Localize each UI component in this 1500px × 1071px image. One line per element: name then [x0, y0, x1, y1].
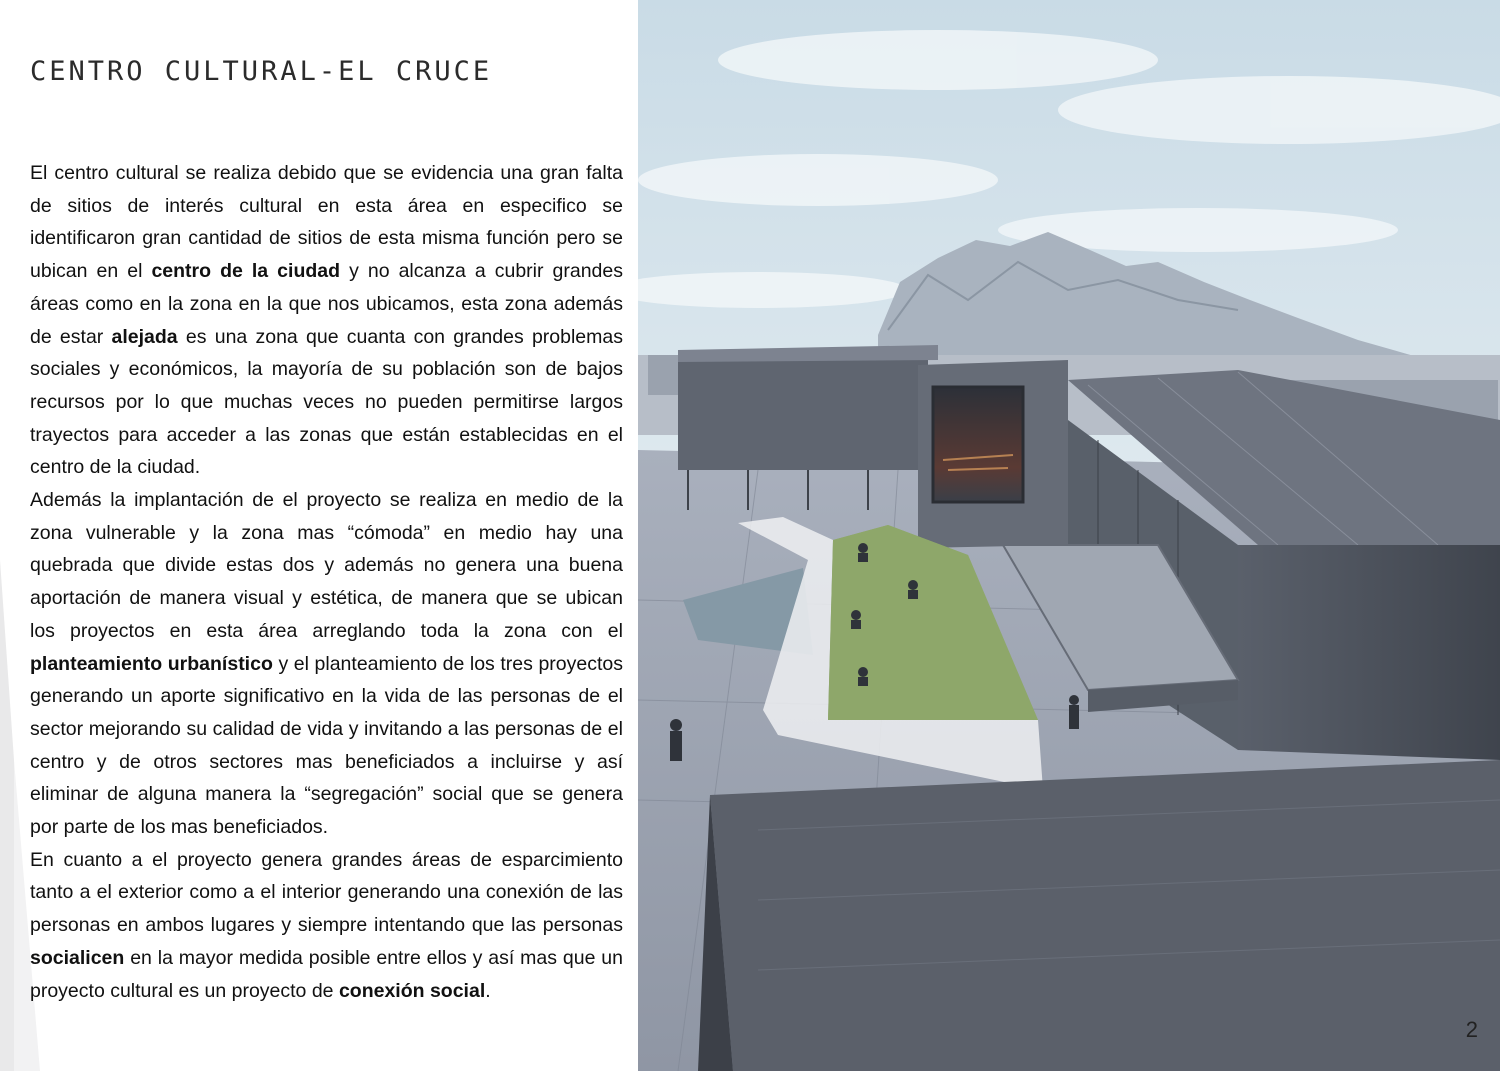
rendering-illustration [638, 0, 1500, 1071]
architectural-rendering [638, 0, 1500, 1071]
facade-screen [933, 387, 1023, 502]
emphasis-alejada: alejada [111, 325, 178, 348]
page-number: 2 [1465, 1017, 1478, 1042]
document-title: CENTRO CULTURAL-EL CRUCE [30, 56, 493, 87]
emphasis-centro-ciudad: centro de la ciudad [151, 260, 341, 283]
paragraph-1: El centro cultural se realiza debido que se evidencia una gran falta de sitios de interés cultural en esta área en especifico se identificaron gran cantidad de sitios de esta misma función pero se ubican en el centro de la ciudad y no alcanza a cubrir grandes áreas como en la zona en la que nos ubicamos, esta zona además de estar alejada es una zona que cuanta con grandes problemas sociales y económicos, la mayoría de su población son de bajos recursos por lo que muchas veces no pueden permitirse largos trayectos para acceder a las zonas que están establecidas en el centro de la ciudad. [30, 162, 623, 479]
body-text [30, 157, 623, 1007]
right-building-wall [1238, 545, 1500, 760]
left-building [678, 358, 928, 470]
paragraph-3: En cuanto a el proyecto genera grandes áreas de esparcimiento tanto a el exterior como a el interior generando una conexión de las personas en ambos lugares y siempre intentando que las personas socialicen en la mayor medida posible entre ellos y así mas que un proyecto cultural es un proyecto de conexión social. [30, 848, 623, 1002]
emphasis-socialicen: socialicen [30, 946, 125, 969]
text-panel [0, 0, 638, 1071]
foreground-roof [710, 760, 1500, 1071]
paragraph-2: Además la implantación de el proyecto se realiza en medio de la zona vulnerable y la zona mas “cómoda” en medio hay una quebrada que divide estas dos y además no genera una buena aportación de manera visual y estética, de manera que se ubican los proyectos en esta área arreglando toda la zona con el planteamiento urbanístico y el planteamiento de los tres proyectos generando un aporte significativo en la vida de las personas de el sector mejorando su calidad de vida y invitando a las personas de el centro y de otros sectores mas beneficiados a incluirse y así eliminar de alguna manera la “segregación” social que se genera por parte de los mas beneficiados. [30, 489, 624, 839]
emphasis-conexion-social: conexión social [338, 979, 486, 1002]
emphasis-planteamiento: planteamiento urbanístico [30, 652, 273, 675]
